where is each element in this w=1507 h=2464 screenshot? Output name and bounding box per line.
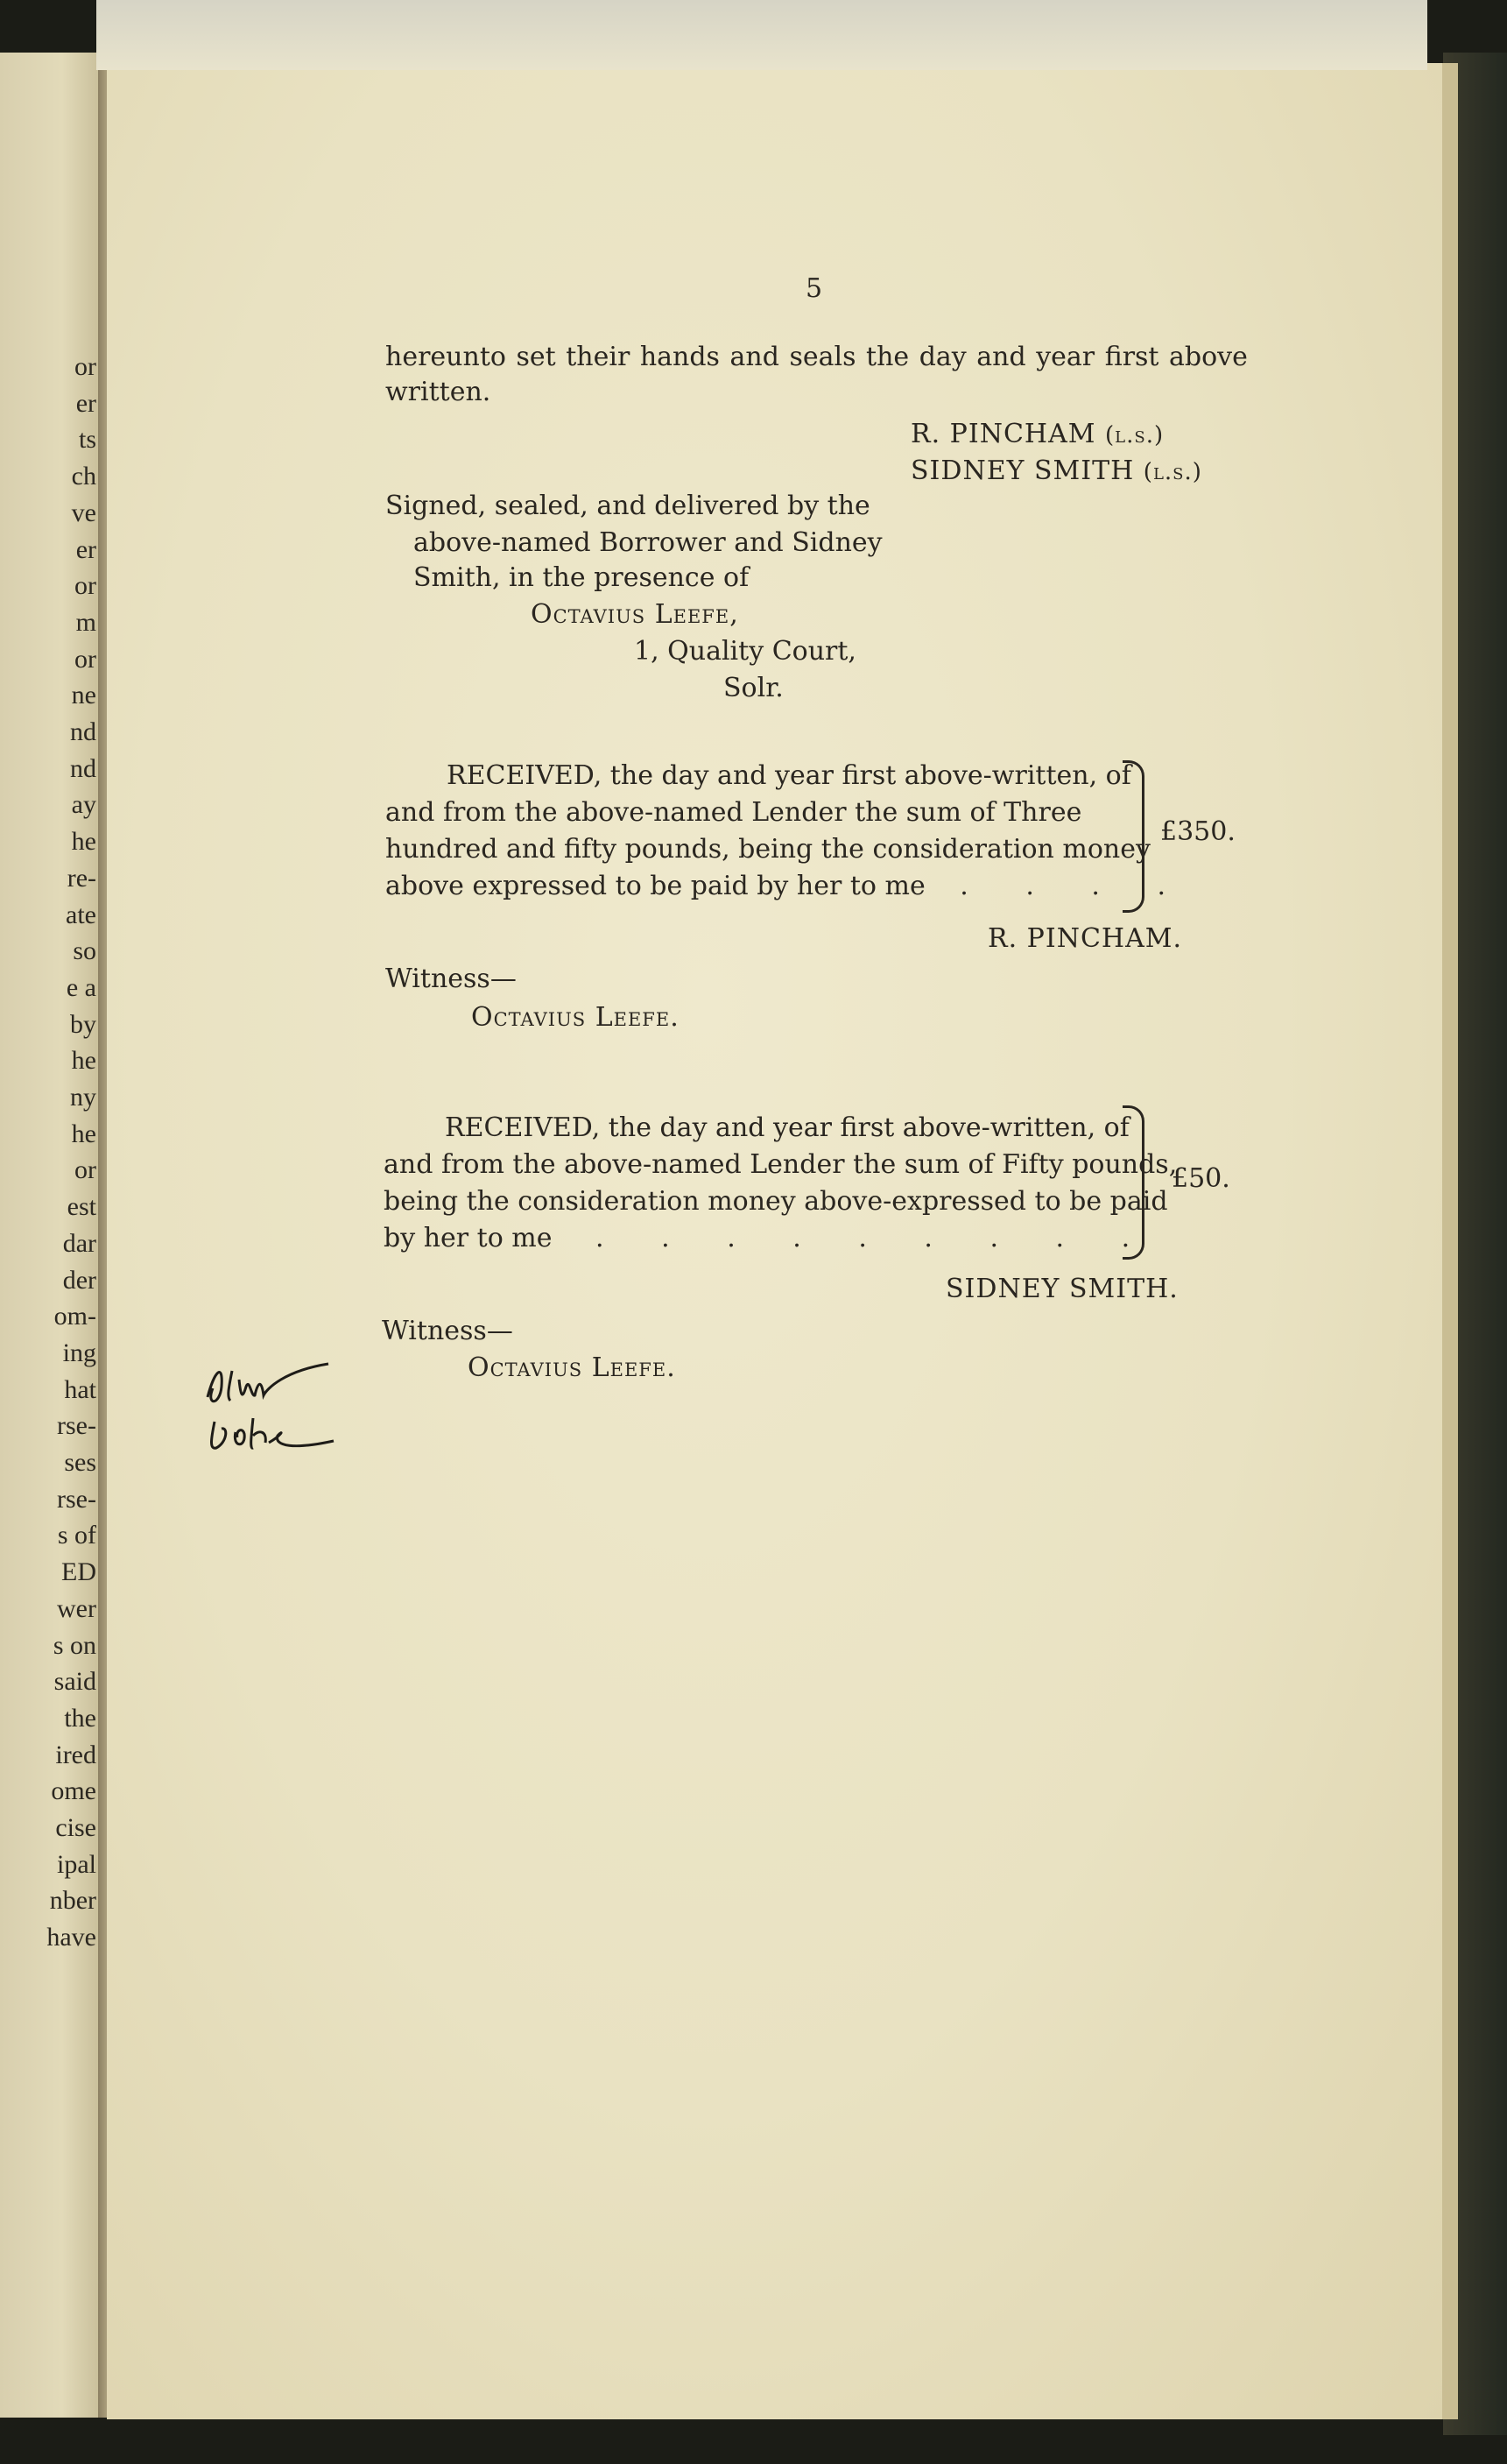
- seal-mark: (l.s.): [1105, 422, 1165, 448]
- attestation-title: Solr.: [723, 673, 784, 703]
- left-page-text-fragment: ny: [70, 1083, 96, 1112]
- receipt2-line-4: [384, 1221, 1154, 1256]
- receipt1-brace: [1123, 760, 1144, 913]
- left-page-text-fragment: ve: [71, 498, 96, 527]
- left-page-text-fragment: ay: [71, 790, 96, 820]
- opening-word: above: [1169, 342, 1248, 372]
- left-page-text-fragment: e a: [66, 972, 96, 1002]
- left-page-text-fragment: ipal: [57, 1849, 96, 1879]
- left-page-text-fragment: he: [71, 827, 96, 857]
- receipt2-signatory: SIDNEY SMITH.: [946, 1274, 1179, 1304]
- left-page-text-fragment: or: [74, 1155, 96, 1185]
- seal-mark: (l.s.): [1143, 459, 1202, 485]
- opening-word: and: [729, 342, 779, 372]
- left-page-text-fragment: nd: [70, 717, 96, 746]
- left-page-text-fragment: so: [73, 936, 96, 966]
- receipt1-line-2: and from the above-named Lender the sum of Three: [385, 797, 1082, 828]
- receipt-text: by her to me: [384, 1223, 553, 1253]
- receipt1-line-3: hundred and fifty pounds, being the consideration money: [385, 834, 1151, 865]
- left-page-text-fragment: said: [53, 1667, 96, 1697]
- receipt-text: above expressed to be paid by her to me: [385, 871, 926, 901]
- left-page-text-fragment: re-: [67, 863, 96, 893]
- left-page-text-fragment: dar: [62, 1228, 96, 1258]
- receipt2-witness-label: Witness—: [382, 1316, 513, 1346]
- left-page-text-fragment: om-: [53, 1302, 96, 1331]
- receipt1-witness-label: Witness—: [385, 964, 517, 994]
- signatory-name: R. PINCHAM: [911, 419, 1096, 449]
- left-page-text-fragment: est: [67, 1192, 96, 1222]
- receipt1-signatory: R. PINCHAM.: [988, 923, 1182, 954]
- opening-word: day: [919, 342, 967, 372]
- opening-line-2: written.: [385, 377, 491, 407]
- opening-word: year: [1036, 342, 1095, 372]
- left-page-text-fragment: ts: [78, 425, 96, 455]
- left-page-text-fragment: or: [74, 352, 96, 381]
- left-page-text-fragment: nd: [70, 753, 96, 783]
- left-page-text-fragment: ing: [62, 1338, 96, 1367]
- opening-word: set: [516, 342, 556, 372]
- left-page-text-fragment: wer: [57, 1593, 96, 1623]
- left-page-text-fragment: er: [75, 388, 96, 418]
- receipt2-line-1: RECEIVED, the day and year first above-written, of: [445, 1112, 1130, 1143]
- left-page-text-fragment: rse-: [57, 1484, 96, 1514]
- opening-word: the: [866, 342, 910, 372]
- left-page-text-fragment: have: [46, 1923, 96, 1952]
- left-page-text-fragment: ne: [71, 681, 96, 710]
- attestation-line-1: Signed, sealed, and delivered by the: [385, 491, 870, 521]
- left-page-text-fragment: or: [74, 644, 96, 674]
- left-page-text-fragment: the: [64, 1703, 96, 1733]
- opening-line-1: [385, 340, 1248, 375]
- attestation-witness: Octavius Leefe,: [531, 599, 739, 630]
- left-page-text-fragment: er: [75, 534, 96, 564]
- signature-pincham: [911, 417, 1164, 453]
- left-page-text-fragment: hat: [64, 1374, 96, 1404]
- attestation-line-3: Smith, in the presence of: [413, 562, 750, 593]
- left-page-fragment: [0, 53, 103, 2418]
- attestation-address: 1, Quality Court,: [634, 636, 856, 667]
- opening-word: first: [1104, 342, 1159, 372]
- signatory-name: SIDNEY SMITH: [911, 455, 1135, 486]
- left-page-text-fragment: rse-: [57, 1411, 96, 1441]
- left-page-text-fragment: ome: [51, 1776, 96, 1806]
- left-page-text-fragment: ses: [64, 1448, 96, 1477]
- handwritten-annotation: [197, 1345, 372, 1467]
- left-page-text-fragment: he: [71, 1119, 96, 1148]
- left-page-text-fragment: s of: [57, 1521, 96, 1550]
- dot-leader: . . . . . . . . .: [595, 1223, 1155, 1253]
- page-number: 5: [806, 273, 823, 304]
- signature-smith: [911, 454, 1202, 490]
- left-page-text-fragment: ate: [66, 900, 96, 929]
- receipt1-amount: £350.: [1160, 816, 1236, 847]
- left-page-text-fragment: s on: [53, 1630, 96, 1660]
- dot-leader: . . . .: [960, 871, 1191, 901]
- receipt2-amount: £50.: [1172, 1163, 1230, 1194]
- left-page-text-fragment: der: [62, 1265, 96, 1295]
- left-page-text-fragment: ED: [61, 1557, 96, 1587]
- receipt2-line-3: being the consideration money above-expressed to be paid: [384, 1186, 1168, 1217]
- left-page-text-fragment: by: [70, 1009, 96, 1039]
- opening-word: hereunto: [385, 342, 506, 372]
- opening-word: hands: [639, 342, 720, 372]
- attestation-line-2: above-named Borrower and Sidney: [413, 527, 883, 558]
- page-top-strip: [96, 0, 1427, 70]
- left-page-text-fragment: he: [71, 1046, 96, 1076]
- left-page-text-fragment: or: [74, 571, 96, 601]
- left-page-text-fragment: cise: [55, 1813, 96, 1842]
- receipt1-line-4: [385, 869, 1190, 904]
- opening-word: seals: [789, 342, 856, 372]
- receipt2-line-2: and from the above-named Lender the sum of Fifty pounds,: [384, 1149, 1178, 1180]
- left-page-text-fragment: m: [75, 607, 96, 637]
- receipt2-brace: [1123, 1105, 1144, 1260]
- receipt2-witness-name: Octavius Leefe.: [468, 1352, 676, 1383]
- left-page-text-fragment: ired: [55, 1740, 96, 1769]
- left-page-text-fragment: nber: [49, 1886, 96, 1916]
- left-page-text-fragment: ch: [71, 462, 96, 491]
- opening-word: and: [976, 342, 1026, 372]
- receipt1-witness-name: Octavius Leefe.: [471, 1002, 680, 1033]
- opening-word: their: [566, 342, 630, 372]
- receipt1-line-1: RECEIVED, the day and year first above-written, of: [447, 760, 1131, 791]
